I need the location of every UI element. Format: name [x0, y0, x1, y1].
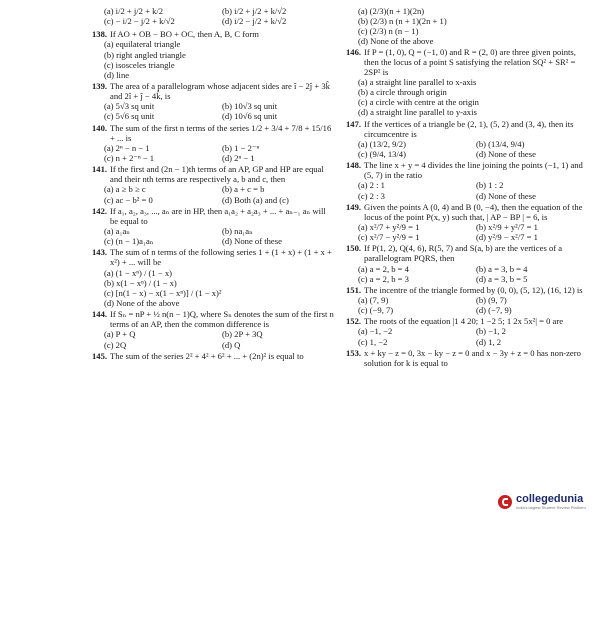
question-143 [92, 247, 334, 308]
question-145 [92, 351, 334, 361]
option: (c) 5√6 sq unit [104, 111, 155, 122]
option: (d) Both (a) and (c) [222, 194, 289, 205]
question-text: The sum of n terms of the following series 1 + (1 + x) + (1 + x + x²) + ... will be [110, 247, 332, 268]
question-text: The sum of the first n terms of the series 1/2 + 3/4 + 7/8 + 15/16 + ... is [110, 122, 332, 143]
question-number: 153. [346, 347, 362, 358]
question-142 [92, 206, 334, 247]
option: (b) right angled triangle [104, 49, 186, 60]
question-number: 141. [92, 164, 108, 175]
option: (b) −1, 2 [476, 326, 506, 337]
question-text: The area of a parallelogram whose adjacent sides are î − 2ĵ + 3k̂ and 2î + ĵ − 4k̂, is [110, 80, 330, 102]
question-text: If AO + OB − BO + OC, then A, B, C form [110, 29, 259, 40]
option: (b) (2/3) n (n + 1)(2n + 1) [358, 16, 447, 27]
collegedunia-logo [498, 493, 586, 511]
option: (a) a = 2, b = 4 [358, 263, 409, 274]
option: (a) i/2 + j/2 + k/2 [104, 6, 164, 16]
question-text: If P = (1, 0), Q = (−1, 0) and R = (2, 0) are three given points, then the locus of a point S satisfying the relation SQ² + SR² = 2SP² is [364, 46, 576, 77]
option: (d) Q [222, 339, 241, 350]
option: (b) (9, 7) [476, 294, 507, 305]
option: (a) −1, −2 [358, 326, 393, 337]
top-options [346, 6, 588, 47]
question-number: 138. [92, 29, 108, 40]
question-text: The roots of the equation |1 4 20; 1 −2 5; 1 2x 5x²| = 0 are [364, 316, 564, 327]
option: (d) line [104, 69, 130, 80]
logo-tagline: India's largest Student Review Platform [516, 504, 586, 510]
option: (a) (7, 9) [358, 294, 389, 305]
question-139 [92, 81, 334, 122]
option: (d) None of the above [358, 36, 434, 47]
question-number: 144. [92, 309, 108, 320]
option: (c) (n − 1)a₁aₙ [104, 236, 154, 247]
question-text: If Sₙ = nP + ½ n(n − 1)Q, where Sₙ denotes the sum of the first n terms of an AP, then the common difference is [110, 309, 334, 330]
question-text: The line x + y = 4 divides the line joining the points (−1, 1) and (5, 7) in the ratio [364, 160, 583, 181]
question-146 [346, 47, 588, 118]
question-text: If P(1, 2), Q(4, 6), R(5, 7) and S(a, b) are the vertices of a parallelogram PQRS, then [364, 243, 563, 264]
option: (c) n + 2⁻ⁿ − 1 [104, 152, 155, 163]
option: (d) None of these [476, 148, 536, 159]
option: (b) x(1 − xⁿ) / (1 − x) [104, 277, 177, 288]
option: (b) a = 3, b = 4 [476, 263, 528, 274]
option: (c) 2 : 3 [358, 190, 385, 201]
question-147 [346, 119, 588, 160]
top-options [92, 6, 334, 26]
option: (c) x²/7 − y²/9 = 1 [358, 232, 420, 243]
option: (a) P + Q [104, 329, 136, 340]
question-number: 148. [346, 160, 362, 171]
option: (a) a₁aₙ [104, 225, 131, 236]
question-number: 142. [92, 205, 108, 216]
option: (d) 10√6 sq unit [222, 111, 278, 122]
question-148 [346, 160, 588, 201]
option: (a) a ≥ b ≥ c [104, 184, 146, 195]
option: (a) 2ⁿ − n − 1 [104, 142, 150, 153]
option: (a) a straight line parallel to x-axis [358, 76, 477, 87]
option: (a) 5√3 sq unit [104, 101, 155, 112]
option: (b) 10√3 sq unit [222, 101, 278, 112]
option: (d) (−7, 9) [476, 305, 512, 316]
option: (d) y²/9 − x²/7 = 1 [476, 232, 538, 243]
option: (c) isosceles triangle [104, 59, 175, 70]
option: (b) 1 − 2⁻ⁿ [222, 142, 260, 153]
question-number: 147. [346, 118, 362, 129]
option: (b) a + c = b [222, 184, 265, 195]
option: (c) (2/3) n (n − 1) [358, 26, 419, 37]
option: (b) na₁aₙ [222, 225, 253, 236]
option: (c) 1, −2 [358, 336, 388, 347]
question-151 [346, 285, 588, 315]
option: (b) a circle through origin [358, 87, 447, 98]
option: (c) (−9, 7) [358, 305, 394, 316]
question-140 [92, 123, 334, 164]
option: (c) [n(1 − x) − x(1 − xⁿ)] / (1 − x)² [104, 287, 222, 298]
option: (d) a = 3, b = 5 [476, 273, 528, 284]
question-text: x + ky − z = 0, 3x − ky − z = 0 and x − 3y + z = 0 has non-zero solution for k is equal to [364, 347, 581, 368]
option: (d) None of these [222, 236, 282, 247]
question-150 [346, 243, 588, 284]
option: (d) i/2 − j/2 + k/√2 [222, 16, 287, 27]
question-153 [346, 348, 588, 368]
question-text: If a₁, a₂, a₃, ..., aₙ are in HP, then a₁a₂ + a₂a₃ + ... + aₙ₋₁ aₙ will be equal to [110, 205, 326, 226]
question-text: The sum of the series 2² + 4² + 6² + ... + (2n)² is equal to [110, 350, 304, 361]
option: (d) None of the above [104, 297, 180, 308]
question-number: 151. [346, 284, 362, 295]
option: (b) x²/9 + y²/7 = 1 [476, 221, 538, 232]
question-text: The incentre of the triangle formed by (0, 0), (5, 12), (16, 12) is [364, 284, 583, 295]
question-number: 139. [92, 80, 108, 91]
question-number: 145. [92, 350, 108, 361]
option: (c) ac − b² = 0 [104, 194, 153, 205]
question-152 [346, 316, 588, 346]
logo-mark-icon [498, 495, 512, 509]
question-text: If the first and (2n − 1)th terms of an AP, GP and HP are equal and their nth terms are respectively a, b and c, then [110, 164, 324, 185]
question-number: 146. [346, 46, 362, 57]
question-138 [92, 29, 334, 80]
option: (c) a = 2, b = 3 [358, 273, 409, 284]
option: (c) 2Q [104, 339, 127, 350]
option: (a) x²/7 + y²/9 = 1 [358, 221, 420, 232]
question-number: 150. [346, 243, 362, 254]
option: (b) 1 : 2 [476, 180, 504, 191]
option: (a) (1 − xⁿ) / (1 − x) [104, 267, 172, 278]
right-column [346, 6, 588, 369]
option: (b) i/2 + j/2 + k/√2 [222, 6, 287, 16]
option: (c) a circle with centre at the origin [358, 97, 479, 108]
option: (c) (9/4, 13/4) [358, 148, 406, 159]
logo-name: collegedunia [516, 493, 584, 505]
option: (a) (13/2, 9/2) [358, 138, 406, 149]
question-144 [92, 309, 334, 350]
option: (a) 2 : 1 [358, 180, 385, 191]
option: (d) a straight line parallel to y-axis [358, 107, 477, 118]
option: (d) None of these [476, 190, 536, 201]
left-column [92, 6, 334, 362]
option: (b) 2P + 3Q [222, 329, 263, 340]
option: (d) 2ⁿ − 1 [222, 152, 255, 163]
question-number: 149. [346, 201, 362, 212]
question-141 [92, 164, 334, 205]
option: (d) 1, 2 [476, 336, 502, 347]
question-149 [346, 202, 588, 243]
option: (c) − i/2 − j/2 + k/√2 [104, 16, 175, 27]
option: (a) (2/3)(n + 1)(2n) [358, 6, 425, 16]
question-number: 143. [92, 247, 108, 258]
question-number: 140. [92, 122, 108, 133]
question-text: If the vertices of a triangle be (2, 1), (5, 2) and (3, 4), then its circumcentre is [364, 118, 574, 139]
question-number: 152. [346, 316, 362, 327]
option: (b) (13/4, 9/4) [476, 138, 525, 149]
option: (a) equilateral triangle [104, 39, 181, 50]
question-text: Given the points A (0, 4) and B (0, −4), then the equation of the locus of the point P(x, y) such that, | AP − BP | = 6, is [364, 201, 583, 222]
